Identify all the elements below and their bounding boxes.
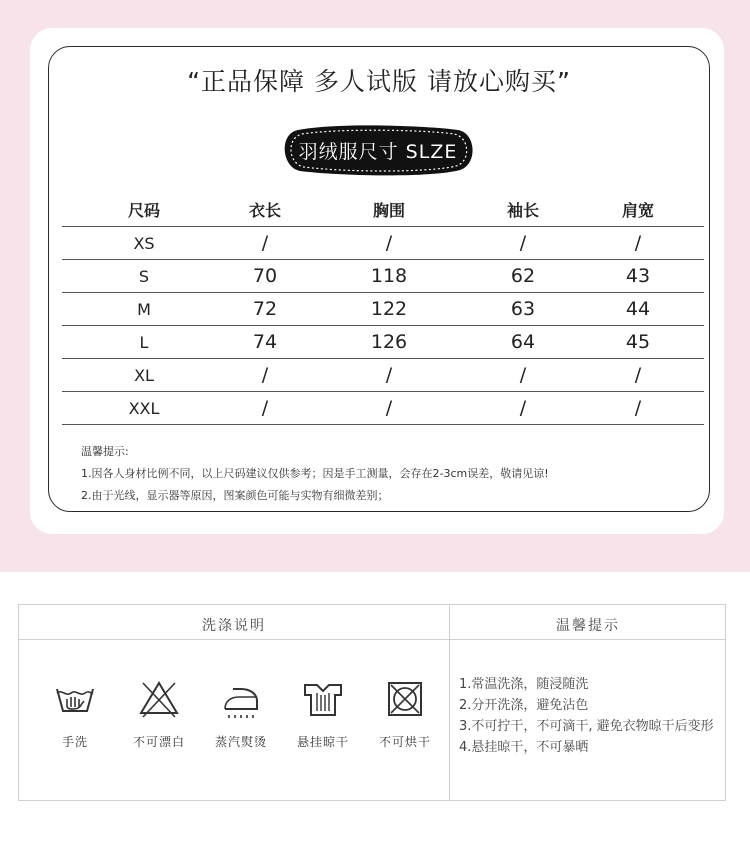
care-label: 手洗: [61, 735, 88, 749]
notes-line-1: 1.因各人身材比例不同，以上尺码建议仅供参考；因是手工测量，会存在2-3cm误差，敬请见谅!: [81, 467, 549, 480]
care-tips-title: 温馨提示: [556, 618, 620, 634]
badge-label: 羽绒服尺寸 SLZE: [298, 141, 458, 163]
hand-wash-icon: [53, 677, 97, 721]
table-row: [62, 260, 704, 293]
tip-item: 2.分开洗涤，避免沾色: [459, 698, 589, 713]
size-badge: [280, 124, 476, 176]
cell-chest: 118: [370, 265, 408, 287]
cell-sleeve: /: [519, 232, 527, 254]
header-sleeve: 袖长: [506, 200, 539, 220]
care-item-hand-wash: [35, 677, 115, 750]
tip-item: 1.常温洗涤，随浸随洗: [459, 677, 589, 692]
washing-instructions-title: 洗涤说明: [202, 618, 266, 634]
notes-line-2: 2.由于光线，显示器等原因，图案颜色可能与实物有细微差别；: [81, 489, 389, 502]
notes: [81, 441, 549, 507]
cell-sleeve: 64: [510, 331, 536, 353]
care-label: 不可漂白: [132, 735, 185, 749]
cell-length: 70: [252, 265, 278, 287]
header-length: 衣长: [248, 200, 281, 220]
cell-length: /: [261, 232, 269, 254]
care-item-hang-dry: [283, 677, 363, 750]
table-row: [62, 227, 704, 260]
cell-chest: /: [385, 232, 393, 254]
care-label: 不可烘干: [378, 735, 431, 749]
table-row: [62, 392, 704, 425]
cell-chest: /: [385, 397, 393, 419]
table-row: [62, 326, 704, 359]
cell-length: /: [261, 397, 269, 419]
cell-sleeve: /: [519, 397, 527, 419]
header-shoulder: 肩宽: [621, 200, 654, 220]
cell-shoulder: /: [634, 397, 642, 419]
table-row: [62, 359, 704, 392]
cell-shoulder: 44: [625, 298, 651, 320]
size-table: [62, 190, 704, 425]
cell-chest: /: [385, 364, 393, 386]
tip-item: 3.不可拧干，不可滴干, 避免衣物晾干后变形: [459, 719, 714, 734]
cell-size: L: [139, 332, 149, 352]
cell-chest: 126: [370, 331, 408, 353]
table-header-row: [62, 190, 704, 227]
no-tumble-dry-icon: [383, 677, 427, 721]
cell-length: /: [261, 364, 269, 386]
care-item-no-tumble-dry: [365, 677, 445, 750]
no-bleach-icon: [137, 677, 181, 721]
cell-size: S: [138, 266, 150, 286]
slogan: “正品保障 多人试版 请放心购买”: [187, 67, 571, 96]
header-chest: 胸围: [372, 200, 405, 220]
cell-size: M: [137, 299, 151, 319]
care-label: 蒸汽熨烫: [214, 735, 267, 749]
hang-dry-icon: [301, 677, 345, 721]
cell-size: XL: [134, 365, 154, 385]
steam-iron-icon: [219, 677, 263, 721]
table-row: [62, 293, 704, 326]
cell-shoulder: /: [634, 232, 642, 254]
cell-sleeve: 62: [510, 265, 536, 287]
care-tips: [459, 674, 714, 758]
cell-sleeve: 63: [510, 298, 536, 320]
cell-chest: 122: [370, 298, 408, 320]
care-panel: [18, 604, 726, 801]
cell-shoulder: 45: [625, 331, 651, 353]
cell-length: 72: [252, 298, 278, 320]
cell-shoulder: 43: [625, 265, 651, 287]
cell-size: XS: [133, 233, 155, 253]
header-size: 尺码: [127, 200, 160, 220]
care-item-steam-iron: [201, 677, 281, 750]
cell-shoulder: /: [634, 364, 642, 386]
notes-title: 温馨提示:: [81, 445, 129, 458]
cell-sleeve: /: [519, 364, 527, 386]
cell-size: XXL: [128, 398, 160, 418]
care-item-no-bleach: [119, 677, 199, 750]
care-header-line: [19, 639, 725, 640]
care-label: 悬挂晾干: [296, 735, 349, 749]
tip-item: 4.悬挂晾干，不可暴晒: [459, 740, 589, 755]
cell-length: 74: [252, 331, 278, 353]
